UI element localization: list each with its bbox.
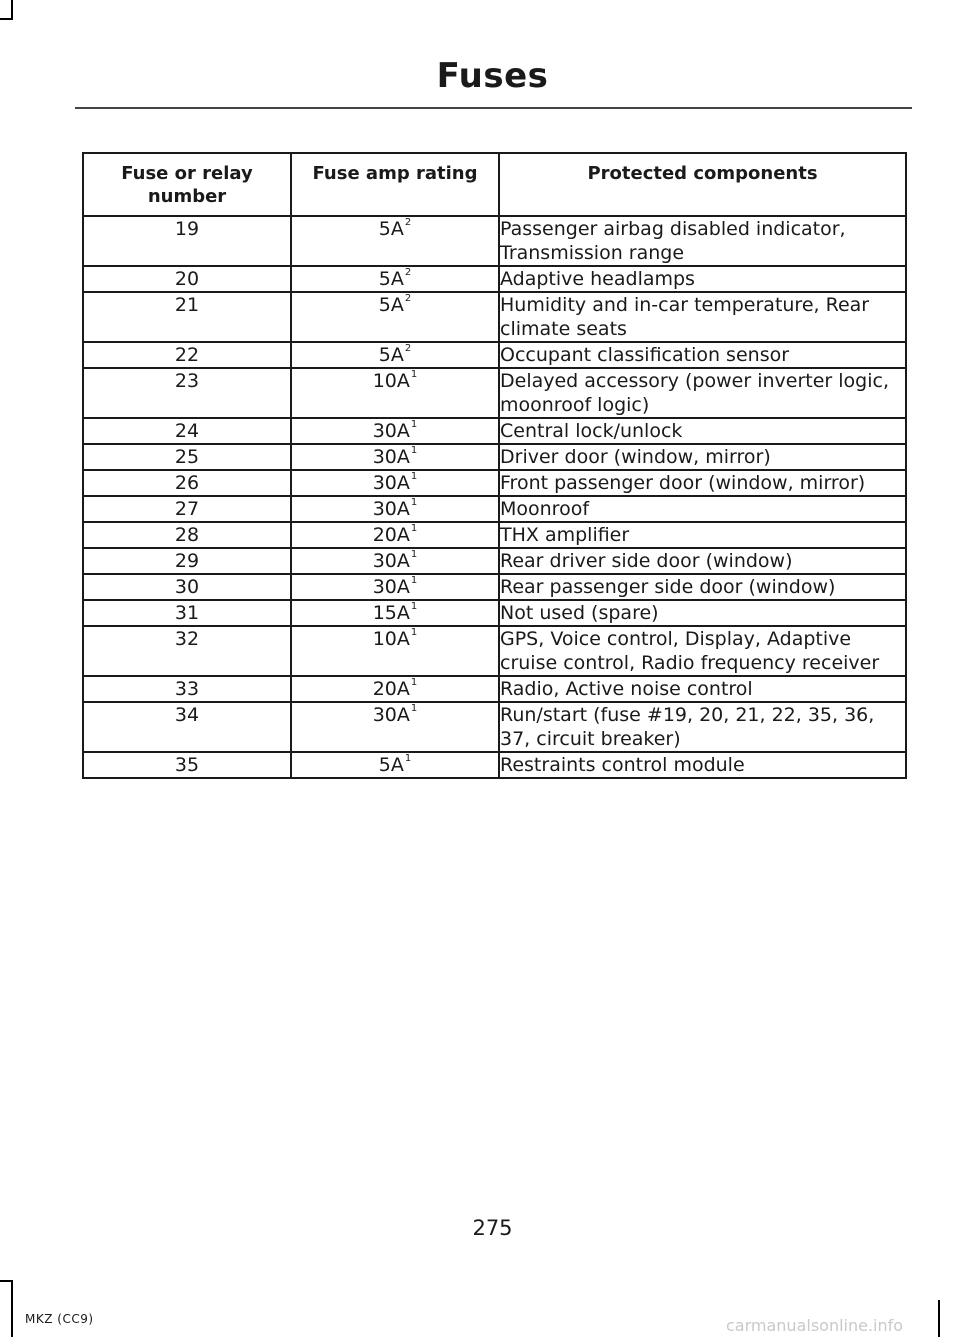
crop-mark (0, 1280, 12, 1282)
fuse-table-body (83, 216, 906, 778)
table-row (83, 292, 906, 342)
footnote-marker: 2 (404, 216, 412, 228)
protected-components: Moonroof (499, 496, 906, 522)
amp-rating: 30A (372, 550, 410, 572)
amp-rating-cell (291, 600, 499, 626)
amp-rating: 30A (372, 576, 410, 598)
footnote-marker: 1 (410, 676, 418, 688)
footnote-marker: 1 (410, 496, 418, 508)
table-row (83, 266, 906, 292)
protected-components: Radio, Active noise control (499, 676, 906, 702)
amp-rating-cell (291, 444, 499, 470)
fuse-number: 31 (83, 600, 291, 626)
fuse-number: 26 (83, 470, 291, 496)
protected-components: Run/start (fuse #19, 20, 21, 22, 35, 36, 37, circuit breaker) (499, 702, 906, 752)
footnote-marker: 2 (404, 292, 412, 304)
table-row (83, 368, 906, 418)
footnote-marker: 1 (410, 548, 418, 560)
amp-rating: 30A (372, 472, 410, 494)
protected-components: Rear passenger side door (window) (499, 574, 906, 600)
amp-rating-cell (291, 216, 499, 266)
amp-rating-cell (291, 522, 499, 548)
footnote-marker: 1 (404, 752, 412, 764)
fuse-number: 24 (83, 418, 291, 444)
column-header-fuse-number: Fuse or relay number (83, 153, 291, 216)
fuse-number: 30 (83, 574, 291, 600)
protected-components: Delayed accessory (power inverter logic, moonroof logic) (499, 368, 906, 418)
fuse-number: 21 (83, 292, 291, 342)
fuse-number: 27 (83, 496, 291, 522)
amp-rating-cell (291, 702, 499, 752)
protected-components: Rear driver side door (window) (499, 548, 906, 574)
fuse-number: 25 (83, 444, 291, 470)
table-row (83, 418, 906, 444)
fuse-number: 19 (83, 216, 291, 266)
amp-rating: 20A (372, 678, 410, 700)
table-row (83, 626, 906, 676)
protected-components: GPS, Voice control, Display, Adaptive cruise control, Radio frequency receiver (499, 626, 906, 676)
amp-rating-cell (291, 496, 499, 522)
page-title: Fuses (436, 56, 549, 96)
amp-rating: 30A (372, 704, 410, 726)
fuse-number: 22 (83, 342, 291, 368)
crop-mark (0, 18, 12, 20)
fuse-number: 20 (83, 266, 291, 292)
page-number: 275 (472, 1216, 513, 1240)
amp-rating-cell (291, 342, 499, 368)
title-divider (75, 107, 912, 109)
crop-mark (11, 1280, 13, 1337)
fuse-number: 35 (83, 752, 291, 778)
footnote-marker: 1 (410, 368, 418, 380)
amp-rating-cell (291, 752, 499, 778)
column-header-protected-components: Protected components (499, 153, 906, 216)
fuse-table (82, 152, 907, 779)
fuse-number: 23 (83, 368, 291, 418)
watermark: carmanualsonline.info (726, 1316, 904, 1335)
table-row (83, 522, 906, 548)
protected-components: Not used (spare) (499, 600, 906, 626)
protected-components: Humidity and in-car temperature, Rear climate seats (499, 292, 906, 342)
amp-rating: 10A (372, 628, 410, 650)
amp-rating: 30A (372, 446, 410, 468)
fuse-number: 32 (83, 626, 291, 676)
amp-rating: 15A (372, 602, 410, 624)
table-row (83, 574, 906, 600)
amp-rating-cell (291, 368, 499, 418)
protected-components: Restraints control module (499, 752, 906, 778)
fuse-number: 29 (83, 548, 291, 574)
amp-rating: 5A (378, 218, 404, 240)
amp-rating: 5A (378, 268, 404, 290)
protected-components: Front passenger door (window, mirror) (499, 470, 906, 496)
protected-components: Adaptive headlamps (499, 266, 906, 292)
amp-rating: 5A (378, 294, 404, 316)
table-row (83, 216, 906, 266)
fuse-number: 34 (83, 702, 291, 752)
amp-rating-cell (291, 626, 499, 676)
table-row (83, 444, 906, 470)
table-row (83, 548, 906, 574)
amp-rating-cell (291, 418, 499, 444)
table-row (83, 752, 906, 778)
amp-rating: 30A (372, 420, 410, 442)
protected-components: Driver door (window, mirror) (499, 444, 906, 470)
footnote-marker: 1 (410, 626, 418, 638)
footnote-marker: 1 (410, 418, 418, 430)
table-row (83, 496, 906, 522)
footnote-marker: 1 (410, 600, 418, 612)
column-header-amp-rating: Fuse amp rating (291, 153, 499, 216)
amp-rating: 5A (378, 754, 404, 776)
fuse-number: 33 (83, 676, 291, 702)
amp-rating: 5A (378, 344, 404, 366)
table-row (83, 676, 906, 702)
footnote-marker: 1 (410, 522, 418, 534)
amp-rating-cell (291, 574, 499, 600)
protected-components: Passenger airbag disabled indicator, Transmission range (499, 216, 906, 266)
table-row (83, 600, 906, 626)
amp-rating: 10A (372, 370, 410, 392)
amp-rating-cell (291, 292, 499, 342)
protected-components: THX amplifier (499, 522, 906, 548)
amp-rating: 20A (372, 524, 410, 546)
footnote-marker: 1 (410, 470, 418, 482)
footnote-marker: 1 (410, 574, 418, 586)
crop-mark (11, 0, 13, 20)
amp-rating-cell (291, 676, 499, 702)
amp-rating: 30A (372, 498, 410, 520)
footnote-marker: 1 (410, 444, 418, 456)
amp-rating-cell (291, 548, 499, 574)
amp-rating-cell (291, 266, 499, 292)
table-row (83, 342, 906, 368)
protected-components: Central lock/unlock (499, 418, 906, 444)
table-header-row (83, 153, 906, 216)
footnote-marker: 1 (410, 702, 418, 714)
footnote-marker: 2 (404, 266, 412, 278)
table-row (83, 702, 906, 752)
table-row (83, 470, 906, 496)
amp-rating-cell (291, 470, 499, 496)
fuse-number: 28 (83, 522, 291, 548)
model-code: MKZ (CC9) (25, 1312, 94, 1326)
crop-mark (938, 1300, 940, 1337)
footnote-marker: 2 (404, 342, 412, 354)
protected-components: Occupant classification sensor (499, 342, 906, 368)
